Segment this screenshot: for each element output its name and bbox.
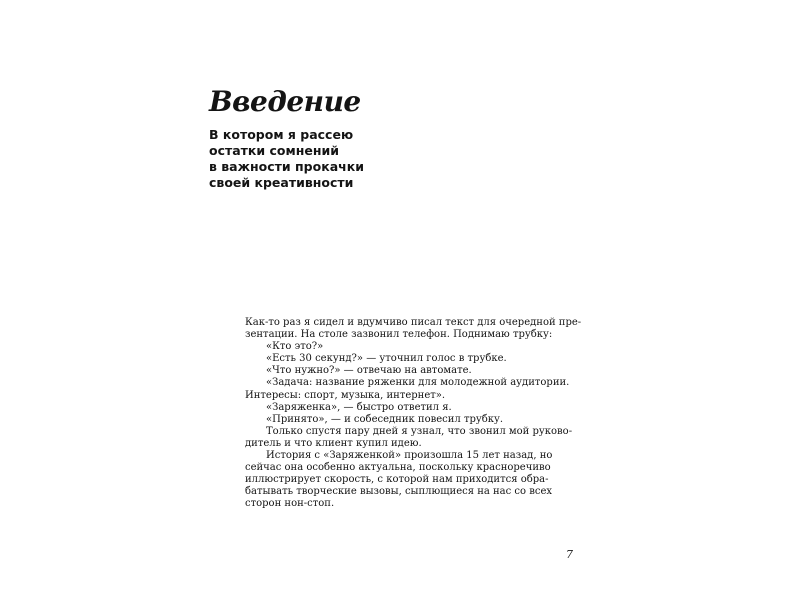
subtitle-line: своей креативности (209, 175, 354, 190)
page-number: 7 (566, 548, 573, 561)
text-line: Интересы: спорт, музыка, интернет». (245, 389, 446, 401)
text-line: «Задача: название ряженки для молодежной аудитории. (266, 377, 570, 389)
text-line: дитель и что клиент купил идею. (245, 437, 422, 449)
text-line: сейчас она особенно актуальна, поскольку красноречиво (245, 462, 551, 474)
text-line: «Кто это?» (266, 341, 324, 353)
text-line: «Заряженка», — быстро ответил я. (266, 401, 452, 413)
text-line: зентации. На столе зазвонил телефон. Поднимаю трубку: (245, 329, 553, 341)
text-line: иллюстрирует скорость, с которой нам приходится обра- (245, 474, 549, 486)
subtitle-line: в важности прокачки (209, 159, 364, 174)
subtitle-line: В котором я рассею (209, 127, 354, 142)
chapter-subtitle (209, 127, 364, 191)
text-line: «Принято», — и собеседник повесил трубку. (266, 413, 504, 425)
chapter-title: Введение (209, 85, 361, 118)
text-line: батывать творческие вызовы, сыплющиеся на нас со всех (245, 486, 553, 498)
text-line: сторон нон-стоп. (245, 498, 335, 510)
body-text (245, 317, 582, 511)
text-line: «Что нужно?» — отвечаю на автомате. (266, 365, 472, 377)
text-line: История с «Заряженкой» произошла 15 лет назад, но (266, 450, 553, 462)
text-line: «Есть 30 секунд?» — уточнил голос в трубке. (266, 353, 507, 365)
subtitle-line: остатки сомнений (209, 143, 339, 158)
text-line: Как-то раз я сидел и вдумчиво писал текст для очередной пре- (245, 317, 582, 328)
text-line: Только спустя пару дней я узнал, что звонил мой руково- (266, 425, 573, 437)
